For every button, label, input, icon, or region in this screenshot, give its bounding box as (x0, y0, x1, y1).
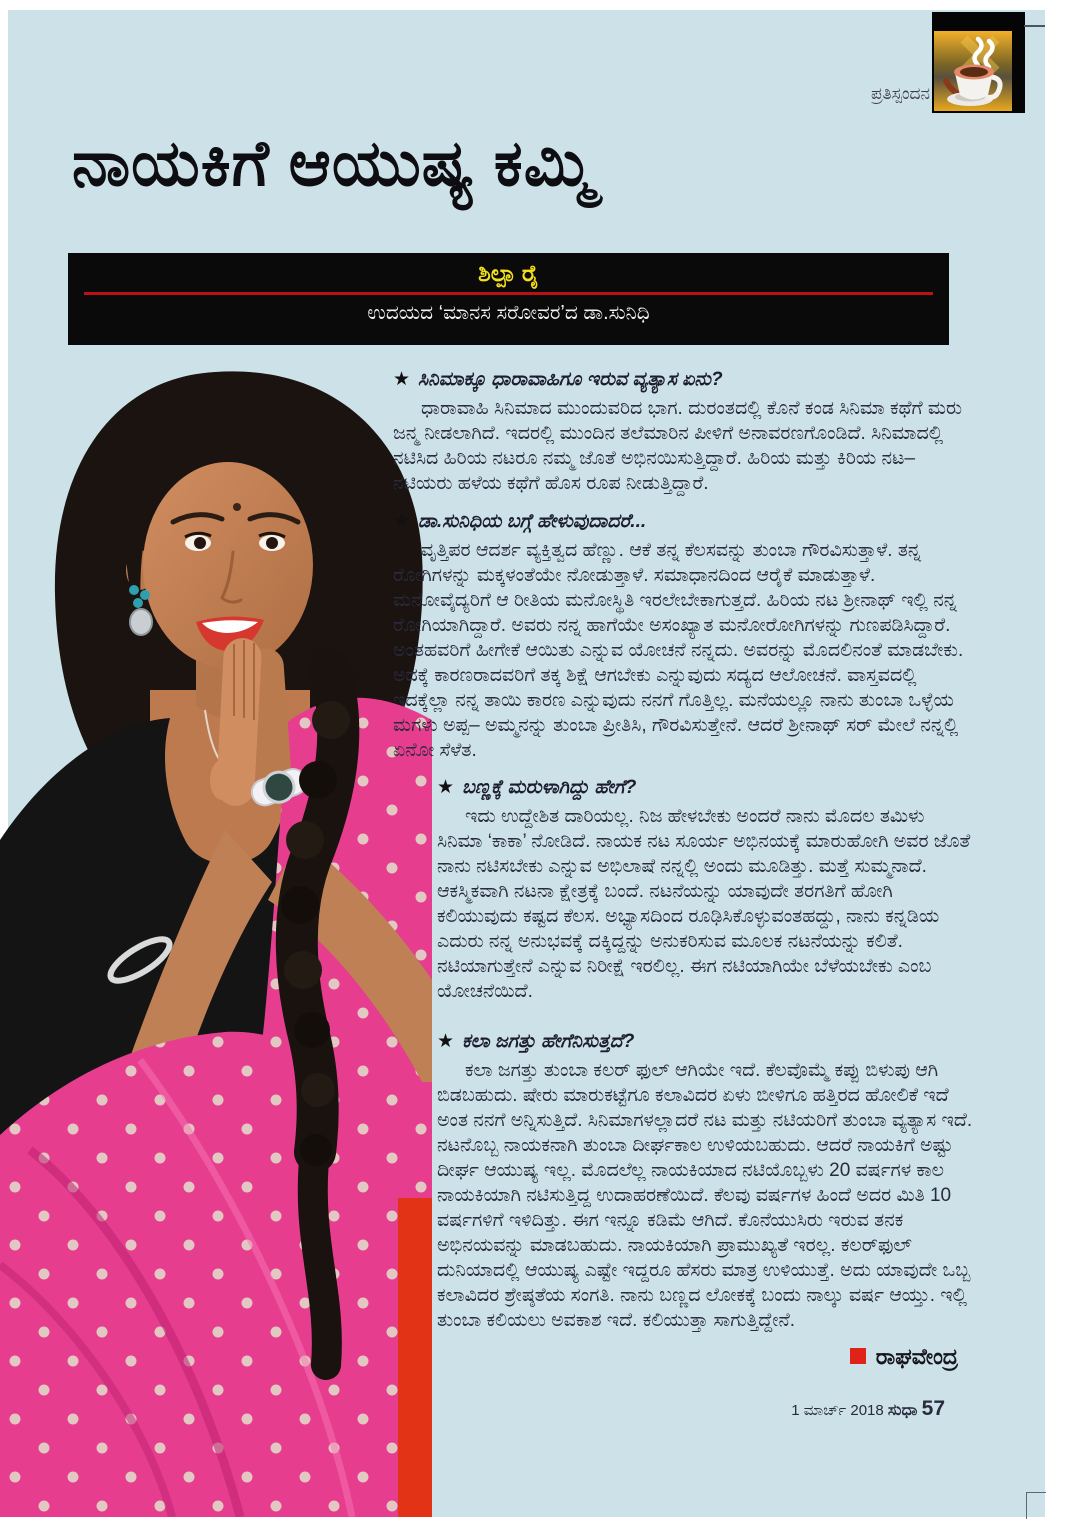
qa-section (437, 1030, 974, 1333)
crop-mark (1026, 1492, 1046, 1519)
page-title: ನಾಯಕಿಗೆ ಆಯುಷ್ಯ ಕಮ್ಮಿ (72, 127, 595, 199)
question-text: ಡಾ.ಸುನಿಧಿಯ ಬಗ್ಗೆ ಹೇಳುವುದಾದರೆ... (418, 511, 647, 532)
question-text: ಕಲಾ ಜಗತ್ತು ಹೇಗೆನಿಸುತ್ತದೆ? (462, 1031, 635, 1052)
question-text: ಬಣ್ಣಕ್ಕೆ ಮರುಳಾಗಿದ್ದು ಹೇಗೆ? (462, 777, 637, 798)
answer-text: ಕಲಾ ಜಗತ್ತು ತುಂಬಾ ಕಲರ್ ಫುಲ್ ಆಗಿಯೇ ಇದೆ. ಕೆಲವೊಮ್ಮೆ ಕಪ್ಪು ಬಿಳುಪು ಆಗಿ ಬಿಡಬಹುದು. ಷೇರು ಮಾರುಕಟ್ಟೆಗೂ ಕಲಾವಿದರ ಏಳು ಬೀಳಿಗೂ ಹತ್ತಿರದ ಹೋಲಿಕೆ ಇದೆ ಅಂತ ನನಗೆ ಅನ್ನಿಸುತ್ತಿದೆ. ಸಿನಿಮಾಗಳಲ್ಲಾದರೆ ನಟ ಮತ್ತು ನಟಿಯರಿಗೆ ತುಂಬಾ ವ್ಯತ್ಯಾಸ ಇದೆ. ನಟನೊಬ್ಬ ನಾಯಕನಾಗಿ ತುಂಬಾ ದೀರ್ಘಕಾಲ ಉಳಿಯಬಹುದು. ಆದರೆ ನಾಯಕಿಗೆ ಅಷ್ಟು ದೀರ್ಘ ಆಯುಷ್ಯ ಇಲ್ಲ. ಮೊದಲೆಲ್ಲ ನಾಯಕಿಯಾದ ನಟಿಯೊಬ್ಬಳು 20 ವರ್ಷಗಳ ಕಾಲ ನಾಯಕಿಯಾಗಿ ನಟಿಸುತ್ತಿದ್ದ ಉದಾಹರಣೆಯಿದೆ. ಕೆಲವು ವರ್ಷಗಳ ಹಿಂದೆ ಅದರ ಮಿತಿ 10 ವರ್ಷಗಳಿಗೆ ಇಳಿದಿತ್ತು. ಈಗ ಇನ್ನೂ ಕಡಿಮೆ ಆಗಿದೆ. ಕೊನೆಯುಸಿರು ಇರುವ ತನಕ ಅಭಿನಯವನ್ನು ಮಾಡಬಹುದು. ನಾಯಕಿಯಾಗಿ ಪ್ರಾಮುಖ್ಯತೆ ಇರಲ್ಲ. ಕಲರ್‌ಫುಲ್ ದುನಿಯಾದಲ್ಲಿ ಆಯುಷ್ಯ ಎಷ್ಟೇ ಇದ್ದರೂ ಹೆಸರು ಮಾತ್ರ ಉಳಿಯುತ್ತೆ. ಅದು ಯಾವುದೇ ಒಬ್ಬ ಕಲಾವಿದರ ಶ್ರೇಷ್ಠತೆಯ ಸಂಗತಿ. ನಾನು ಬಣ್ಣದ ಲೋಕಕ್ಕೆ ಬಂದು ನಾಲ್ಕು ವರ್ಷ ಆಯ್ತು. ಇಲ್ಲಿ ತುಂಬಾ ಕಲಿಯಲು ಅವಕಾಶ ಇದೆ. ಕಲಿಯುತ್ತಾ ಸಾಗುತ್ತಿದ್ದೇನೆ. (437, 1060, 973, 1331)
question-line (437, 1030, 974, 1053)
banner-rule (84, 292, 933, 295)
question-line (393, 510, 971, 533)
corner-rule (1024, 25, 1045, 27)
answer-text: ವೃತ್ತಿಪರ ಆದರ್ಶ ವ್ಯಕ್ತಿತ್ವದ ಹೆಣ್ಣು. ಆಕೆ ತನ್ನ ಕೆಲಸವನ್ನು ತುಂಬಾ ಗೌರವಿಸುತ್ತಾಳೆ. ತನ್ನ ರೋಗಿಗಳನ್ನು ಮಕ್ಕಳಂತೆಯೇ ನೋಡುತ್ತಾಳೆ. ಸಮಾಧಾನದಿಂದ ಆರೈಕೆ ಮಾಡುತ್ತಾಳೆ. ಮನೋವೈದ್ಯರಿಗೆ ಆ ರೀತಿಯ ಮನೋಸ್ಥಿತಿ ಇರಲೇಬೇಕಾಗುತ್ತದೆ. ಹಿರಿಯ ನಟ ಶ್ರೀನಾಥ್ ಇಲ್ಲಿ ನನ್ನ ರೋಗಿಯಾಗಿದ್ದಾರೆ. ಅವರು ನನ್ನ ಹಾಗೆಯೇ ಅಸಂಖ್ಯಾತ ಮನೋರೋಗಿಗಳನ್ನು ಗುಣಪಡಿಸಿದ್ದಾರೆ. ಅಂತಹವರಿಗೆ ಹೀಗೇಕೆ ಆಯಿತು ಎನ್ನುವ ಯೋಚನೆ ನನ್ನದು. ಅವರನ್ನು ಮೊದಲಿನಂತೆ ಮಾಡಬೇಕು. ಅದಕ್ಕೆ ಕಾರಣರಾದವರಿಗೆ ತಕ್ಕ ಶಿಕ್ಷೆ ಆಗಬೇಕು ಎನ್ನುವುದು ಸದ್ಯದ ಆಲೋಚನೆ. ವಾಸ್ತವದಲ್ಲಿ ಇದಕ್ಕೆಲ್ಲಾ ನನ್ನ ತಾಯಿ ಕಾರಣ ಎನ್ನುವುದು ನನಗೆ ಗೊತ್ತಿಲ್ಲ. ಮನೆಯಲ್ಲೂ ನಾನು ತುಂಬಾ ಒಳ್ಳೆಯ ಮಗಳು ಅಪ್ಪ– ಅಮ್ಮನನ್ನು ತುಂಬಾ ಪ್ರೀತಿಸಿ, ಗೌರವಿಸುತ್ತೇನೆ. ಆದರೆ ಶ್ರೀನಾಥ್ ಸರ್ ಮೇಲೆ ನನ್ನಲ್ಲಿ ಏನೋ ಸೆಳೆತ. (393, 540, 964, 761)
section-label: ಪ್ರತಿಸ್ಪಂದನ (871, 84, 930, 103)
qa-section (437, 776, 972, 1004)
qa-section (393, 368, 968, 496)
star-icon: ★ (437, 777, 455, 798)
magazine-name: ಸುಧಾ (887, 1402, 918, 1419)
banner-subtitle: ಉದಯದ ‘ಮಾನಸ ಸರೋವರ’ದ ಡಾ.ಸುನಿಧಿ (367, 302, 650, 324)
qa-section (393, 510, 971, 763)
question-line (437, 776, 972, 799)
issue-date: 1 ಮಾರ್ಚ್ 2018 (791, 1402, 884, 1419)
byline-name: ರಾಘವೇಂದ್ರ (875, 1344, 958, 1369)
interviewee-name: ಶಿಲ್ಪಾ ರೈ (478, 260, 539, 286)
page-number: 57 (921, 1397, 945, 1420)
byline (850, 1344, 958, 1370)
star-icon: ★ (437, 1031, 455, 1052)
portrait-photo (0, 360, 432, 1517)
star-icon: ★ (393, 511, 411, 532)
byline-square-icon (850, 1348, 866, 1364)
answer-text: ಧಾರಾವಾಹಿ ಸಿನಿಮಾದ ಮುಂದುವರಿದ ಭಾಗ. ದುರಂತದಲ್ಲಿ ಕೊನೆ ಕಂಡ ಸಿನಿಮಾ ಕಥೆಗೆ ಮರು ಜನ್ಮ ನೀಡಲಾಗಿದೆ. ಇದರಲ್ಲಿ ಮುಂದಿನ ತಲೆಮಾರಿನ ಪೀಳಿಗೆ ಅನಾವರಣಗೊಂಡಿದೆ. ಸಿನಿಮಾದಲ್ಲಿ ನಟಿಸಿದ ಹಿರಿಯ ನಟರೂ ನಮ್ಮ ಜೊತೆ ಅಭಿನಯಿಸುತ್ತಿದ್ದಾರೆ. ಹಿರಿಯ ಮತ್ತು ಕಿರಿಯ ನಟ– ನಟಿಯರು ಹಳೆಯ ಕಥೆಗೆ ಹೊಸ ರೂಪ ನೀಡುತ್ತಿದ್ದಾರೆ. (393, 398, 963, 494)
question-line (393, 368, 968, 391)
tagline-banner (68, 253, 949, 345)
page-footer (791, 1397, 945, 1421)
answer-text: ಇದು ಉದ್ದೇಶಿತ ದಾರಿಯಲ್ಲ. ನಿಜ ಹೇಳಬೇಕು ಅಂದರೆ ನಾನು ಮೊದಲ ತಮಿಳು ಸಿನಿಮಾ ‘ಕಾಕಾ’ ನೋಡಿದೆ. ನಾಯಕ ನಟ ಸೂರ್ಯ ಅಭಿನಯಕ್ಕೆ ಮಾರುಹೋಗಿ ಅವರ ಜೊತೆ ನಾನು ನಟಿಸಬೇಕು ಎನ್ನುವ ಅಭಿಲಾಷೆ ನನ್ನಲ್ಲಿ ಅಂದು ಮೂಡಿತ್ತು. ಮತ್ತೆ ಸುಮ್ಮನಾದೆ. ಆಕಸ್ಮಿಕವಾಗಿ ನಟನಾ ಕ್ಷೇತ್ರಕ್ಕೆ ಬಂದೆ. ನಟನೆಯನ್ನು ಯಾವುದೇ ತರಗತಿಗೆ ಹೋಗಿ ಕಲಿಯುವುದು ಕಷ್ಟದ ಕೆಲಸ. ಅಭ್ಯಾಸದಿಂದ ರೂಢಿಸಿಕೊಳ್ಳುವಂತಹದ್ದು, ನಾನು ಕನ್ನಡಿಯ ಎದುರು ನನ್ನ ಅನುಭವಕ್ಕೆ ದಕ್ಕಿದ್ದನ್ನು ಅನುಕರಿಸುವ ಮೂಲಕ ನಟನೆಯನ್ನು ಕಲಿತೆ. ನಟಿಯಾಗುತ್ತೇನೆ ಎನ್ನುವ ನಿರೀಕ್ಷೆ ಇರಲಿಲ್ಲ. ಈಗ ನಟಿಯಾಗಿಯೇ ಬೆಳೆಯಬೇಕು ಎಂಬ ಯೋಚನೆಯಿದೆ. (437, 806, 971, 1002)
question-text: ಸಿನಿಮಾಕ್ಕೂ ಧಾರಾವಾಹಿಗೂ ಇರುವ ವ್ಯತ್ಯಾಸ ಏನು? (418, 369, 723, 390)
star-icon: ★ (393, 369, 411, 390)
corner-tag-box (932, 12, 1025, 113)
coffee-cup-icon (934, 31, 1012, 111)
